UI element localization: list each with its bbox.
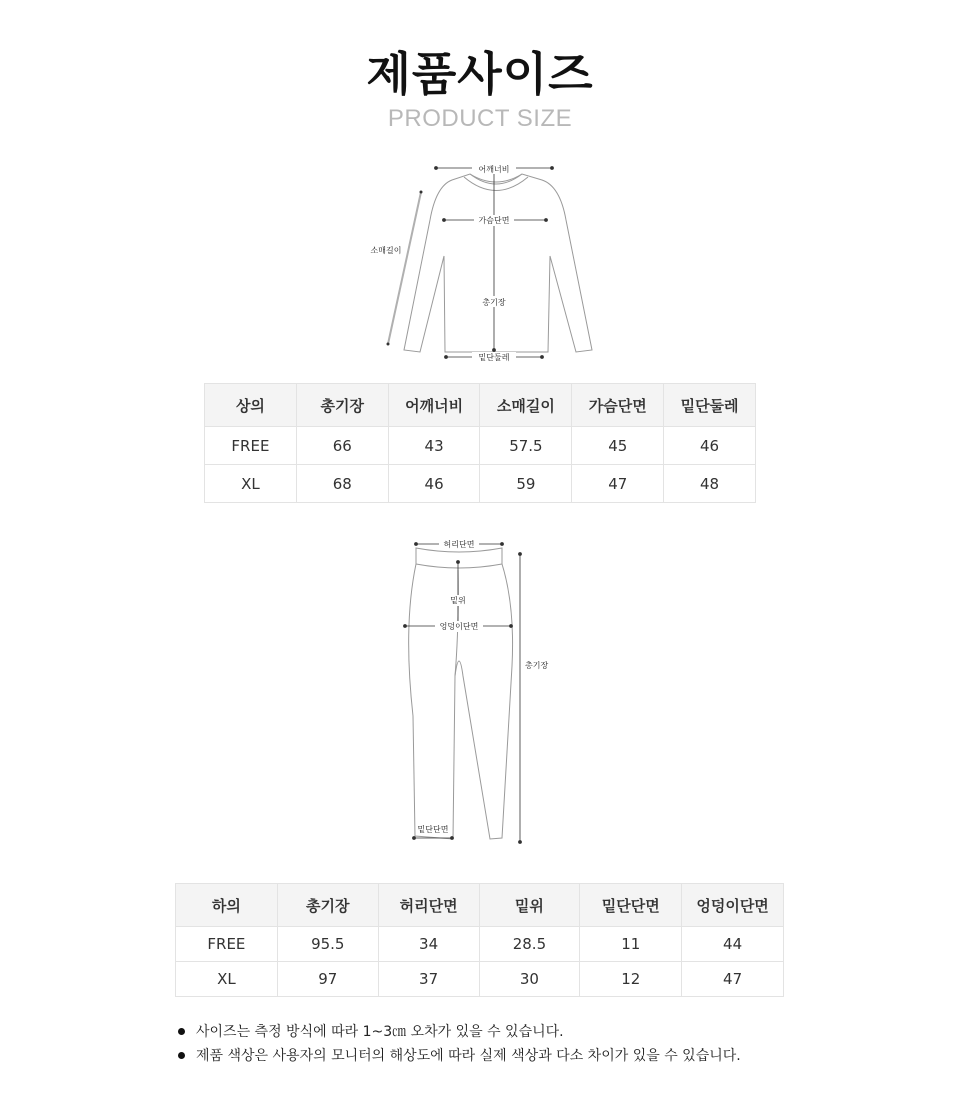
bottom-cell: 28.5 xyxy=(479,927,580,962)
label-shoulder: 어깨너비 xyxy=(478,165,510,174)
bottom-header-cell: 밑단단면 xyxy=(580,884,682,927)
table-row xyxy=(205,465,756,503)
list-item xyxy=(176,1044,741,1068)
top-header-cell: 소매길이 xyxy=(480,384,572,427)
top-outline xyxy=(404,174,592,352)
label-length: 총기장 xyxy=(482,298,506,307)
bottom-cell: 12 xyxy=(580,962,682,997)
list-item xyxy=(176,1020,741,1044)
top-header-cell: 어깨너비 xyxy=(388,384,480,427)
label-rise: 밑위 xyxy=(450,596,466,605)
top-header-cell: 상의 xyxy=(205,384,297,427)
bullet-icon xyxy=(178,1052,185,1059)
bottom-cell: 44 xyxy=(682,927,784,962)
top-cell: 46 xyxy=(664,427,756,465)
bottom-cell: XL xyxy=(176,962,278,997)
bottom-header-cell: 하의 xyxy=(176,884,278,927)
label-hem: 밑단둘레 xyxy=(478,353,510,362)
top-cell: 66 xyxy=(296,427,388,465)
bottom-cell: 37 xyxy=(378,962,479,997)
bullet-icon xyxy=(178,1028,185,1035)
table-row xyxy=(205,427,756,465)
top-header-cell: 총기장 xyxy=(296,384,388,427)
bottom-size-table xyxy=(175,883,784,997)
bottom-cell: 47 xyxy=(682,962,784,997)
bottom-cell: FREE xyxy=(176,927,278,962)
top-cell: XL xyxy=(205,465,297,503)
top-cell: 57.5 xyxy=(480,427,572,465)
bottom-header-cell: 허리단면 xyxy=(378,884,479,927)
bottom-header-cell: 총기장 xyxy=(277,884,378,927)
top-size-table xyxy=(204,383,756,503)
top-cell: 59 xyxy=(480,465,572,503)
notes-list xyxy=(176,1020,741,1068)
top-table-header-row xyxy=(205,384,756,427)
note-text: 사이즈는 측정 방식에 따라 1~3㎝ 오차가 있을 수 있습니다. xyxy=(196,1024,564,1040)
page-subtitle: PRODUCT SIZE xyxy=(387,105,573,132)
label-sleeve: 소매길이 xyxy=(370,246,402,255)
label-bottom-hem: 밑단단면 xyxy=(417,825,449,834)
bottom-cell: 30 xyxy=(479,962,580,997)
bottom-cell: 97 xyxy=(277,962,378,997)
top-cell: 47 xyxy=(572,465,664,503)
bottom-table-header-row xyxy=(176,884,784,927)
page-title: 제품사이즈 xyxy=(366,47,594,101)
top-garment-diagram xyxy=(360,160,600,370)
table-row xyxy=(176,962,784,997)
top-cell: 68 xyxy=(296,465,388,503)
bottom-header-cell: 밑위 xyxy=(479,884,580,927)
bottom-header-cell: 엉덩이단면 xyxy=(682,884,784,927)
top-cell: 45 xyxy=(572,427,664,465)
bottom-cell: 34 xyxy=(378,927,479,962)
label-hip: 엉덩이단면 xyxy=(439,622,479,631)
note-text: 제품 색상은 사용자의 모니터의 해상도에 따라 실제 색상과 다소 차이가 있을 수 있습니다. xyxy=(196,1048,741,1064)
table-row xyxy=(176,927,784,962)
top-cell: FREE xyxy=(205,427,297,465)
bottom-cell: 11 xyxy=(580,927,682,962)
top-header-cell: 가슴단면 xyxy=(572,384,664,427)
top-cell: 43 xyxy=(388,427,480,465)
top-cell: 46 xyxy=(388,465,480,503)
top-header-cell: 밑단둘레 xyxy=(664,384,756,427)
label-chest: 가슴단면 xyxy=(478,216,510,225)
bottom-garment-diagram xyxy=(395,536,565,852)
label-bottom-length: 총기장 xyxy=(525,661,549,670)
bottom-cell: 95.5 xyxy=(277,927,378,962)
label-waist: 허리단면 xyxy=(443,540,475,549)
top-cell: 48 xyxy=(664,465,756,503)
